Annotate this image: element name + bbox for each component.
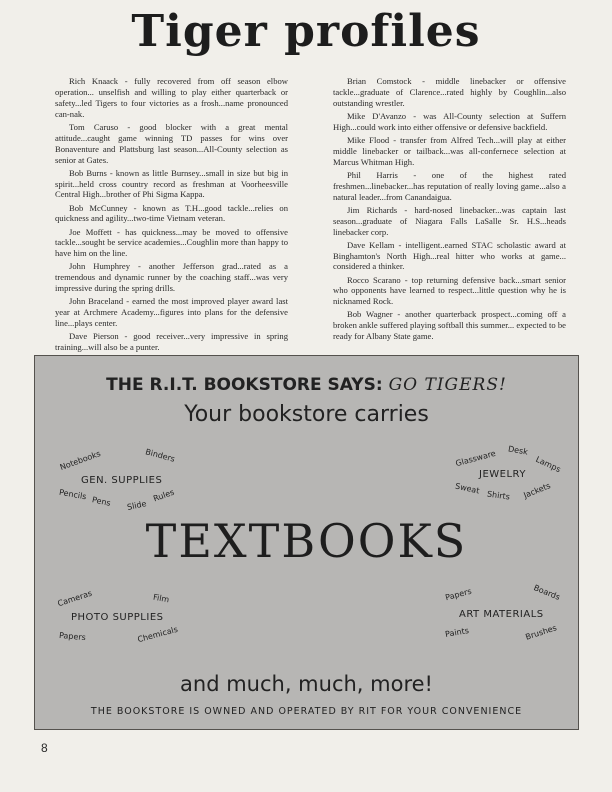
ad-category-jewelry: JEWELRY	[479, 469, 526, 480]
profile-paragraph: Bob Wagner - another quarterback prospect...coming off a broken ankle suffered playing softball this summer... expected to be ready for Albany State game.	[333, 309, 566, 342]
ad-and-more: and much, much, more!	[180, 672, 433, 696]
ad-item: Glassware	[454, 448, 497, 469]
profile-paragraph: Bob Burns - known as little Burnsey...small in size but big in spirit...held cross country record as freshman at Voorheesville Central High...brother of Phi Sigma Kappa.	[55, 167, 288, 200]
profile-paragraph: Rocco Scarano - top returning defensive back...smart senior who opponents have learned to respect...little question why he is nicknamed Rock.	[333, 274, 566, 307]
profile-paragraph: John Braceland - earned the most improved player award last year at Archmere Academy...figures into plans for the defensive line...plays center.	[55, 296, 288, 329]
profile-paragraph: Joe Moffett - has quickness...may be moved to offensive tackle...sought be service academies...Coughlin more than happy to have him on the line.	[55, 226, 288, 259]
page-number: 8	[41, 741, 48, 755]
ad-item: Jackets	[522, 481, 552, 500]
ad-item: Rules	[152, 487, 176, 504]
ad-item: Cameras	[56, 588, 94, 609]
ad-category-art-materials: ART MATERIALS	[459, 609, 544, 620]
ad-carries-line: Your bookstore carries	[184, 402, 429, 427]
ad-item: Notebooks	[58, 448, 102, 473]
ad-item: Sweat	[454, 481, 481, 496]
page-title: Tiger profiles	[131, 6, 481, 57]
ad-ownership-note: THE BOOKSTORE IS OWNED AND OPERATED BY RIT FOR YOUR CONVENIENCE	[90, 706, 523, 717]
ad-item: Papers	[444, 586, 473, 603]
bookstore-advertisement	[34, 355, 579, 730]
ad-item: Pencils	[58, 487, 88, 502]
ad-headline-prefix: THE R.I.T. BOOKSTORE SAYS:	[106, 375, 383, 395]
ad-item: Slide	[126, 499, 148, 512]
profile-paragraph: Rich Knaack - fully recovered from off season elbow operation... unselfish and willing to play either quarterback or safety...led Tigers to four victories as a frosh...name pronounced can-nak.	[55, 76, 288, 119]
profiles-right-column	[333, 76, 566, 344]
profile-paragraph: Brian Comstock - middle linebacker or offensive tackle...graduate of Clarence...rated highly by Coughlin...also outstanding wrestler.	[333, 76, 566, 108]
profile-paragraph: Mike Flood - transfer from Alfred Tech...will play at either middle linebacker or tailback...was all-confernece selection at Marcus Whitman High.	[333, 134, 566, 167]
ad-item: Desk	[507, 444, 529, 457]
ad-headline	[35, 375, 578, 395]
profile-paragraph: Jim Richards - hard-nosed linebacker...was captain last season...graduate of Niagara Falls LaSalle Sr. H.S...heads linebacker corp.	[333, 204, 566, 237]
profile-paragraph: Dave Kellam - intelligent..earned STAC scholastic award at Binghamton's North High...real hitter who works at game... considered a thinker.	[333, 239, 566, 272]
profile-paragraph: Tom Caruso - good blocker with a great mental attitude...caught game winning TD passes for wins over Bonaventure and Plattsburg last season...All-County selection as senior at Gates.	[55, 121, 288, 165]
profiles-left-column	[55, 76, 288, 355]
profile-paragraph: Bob McCunney - known as T.H...good tackle...relies on quickness and agility...two-time Vietnam veteran.	[55, 202, 288, 224]
ad-category-photo-supplies: PHOTO SUPPLIES	[71, 612, 164, 623]
ad-item: Brushes	[524, 623, 558, 642]
ad-item: Boards	[532, 583, 562, 602]
profile-paragraph: John Humphrey - another Jefferson grad...rated as a tremendous and dynamic runner by the coaching staff...was very impressive during the spring drills.	[55, 261, 288, 294]
ad-item: Shirts	[486, 489, 511, 502]
ad-item: Lamps	[534, 454, 563, 475]
ad-item: Paints	[444, 625, 470, 640]
profile-paragraph: Mike D'Avanzo - was All-County selection at Suffern High...could work into either offensive or defensive backfield.	[333, 110, 566, 132]
ad-item: Papers	[58, 630, 87, 643]
ad-item: Binders	[144, 447, 176, 464]
ad-category-gen-supplies: GEN. SUPPLIES	[81, 475, 163, 486]
ad-textbooks: TEXTBOOKS	[145, 514, 468, 568]
profile-paragraph: Phil Harris - one of the highest rated freshmen...linebacker...has reputation of really loving game...also a natural leader...from Canandaiguа.	[333, 169, 566, 202]
ad-item: Pens	[91, 495, 112, 508]
profile-paragraph: Dave Pierson - good receiver...very impressive in spring training...will also be a punter.	[55, 331, 288, 353]
ad-item: Chemicals	[136, 624, 179, 645]
ad-item: Film	[152, 592, 170, 605]
ad-go-tigers: GO TIGERS!	[388, 375, 507, 395]
